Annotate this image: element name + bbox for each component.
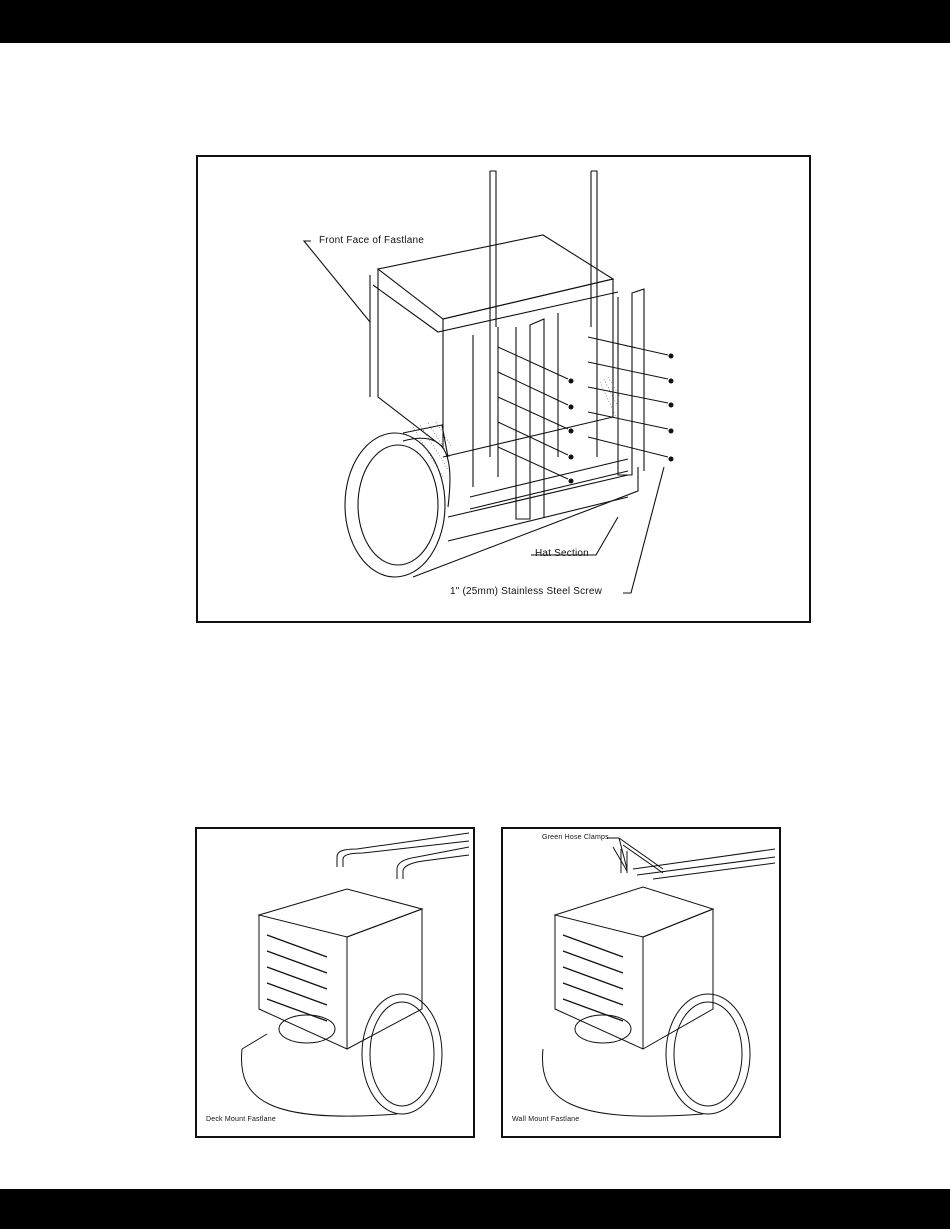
hat-section-label: Hat Section — [535, 548, 589, 559]
wall-mount-caption: Wall Mount Fastlane — [512, 1116, 580, 1123]
hat-section-mounting-figure — [196, 155, 811, 623]
deck-mount-figure — [195, 827, 475, 1138]
wall-mount-figure — [501, 827, 781, 1138]
hose-clamps-label: Green Hose Clamps — [542, 834, 609, 841]
screw-label: 1" (25mm) Stainless Steel Screw — [450, 586, 603, 597]
deck-mount-caption: Deck Mount Fastlane — [206, 1116, 276, 1123]
footer-bar — [0, 1189, 950, 1229]
fastlane-assembly-drawing — [198, 157, 809, 621]
deck-mount-drawing — [197, 829, 473, 1136]
header-bar — [0, 0, 950, 43]
front-face-label: Front Face of Fastlane — [319, 235, 425, 246]
wall-mount-drawing — [503, 829, 779, 1136]
